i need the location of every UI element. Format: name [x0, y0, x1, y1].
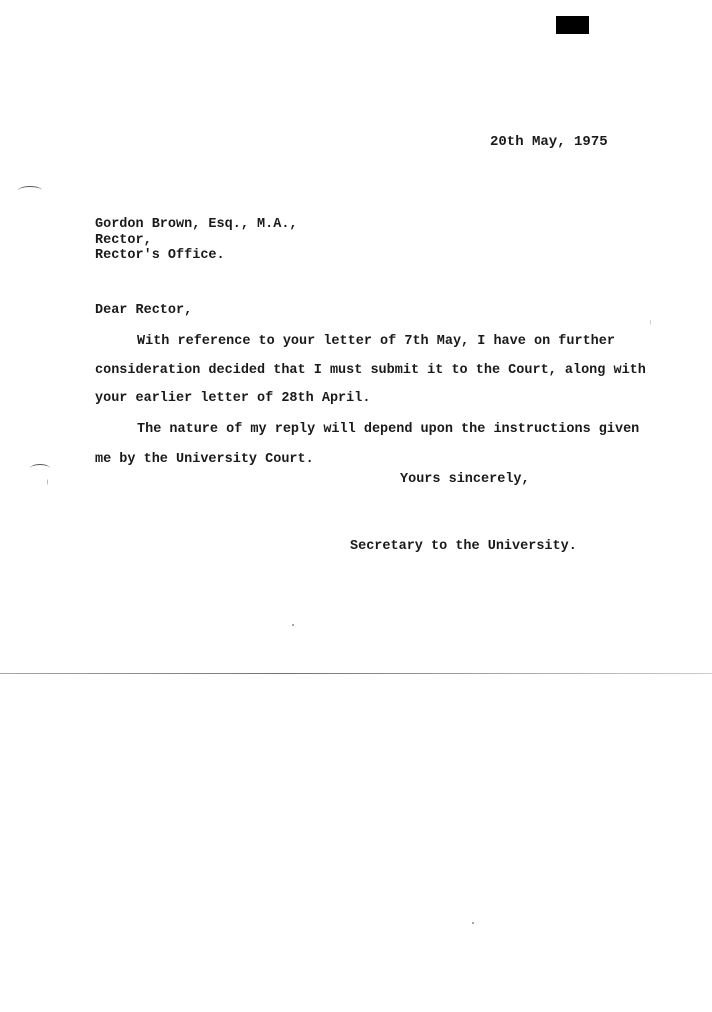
recipient-office: Rector's Office.	[95, 248, 225, 263]
recipient-title: Rector,	[95, 233, 152, 248]
body-line: The nature of my reply will depend upon the instructions given	[137, 422, 640, 437]
fold-line	[0, 673, 712, 674]
closing: Yours sincerely,	[400, 472, 530, 487]
salutation: Dear Rector,	[95, 303, 193, 318]
redaction-block	[556, 16, 589, 34]
body-line: me by the University Court.	[95, 452, 314, 467]
paper-speck	[472, 922, 474, 924]
punch-hole-mark	[30, 464, 50, 473]
recipient-name: Gordon Brown, Esq., M.A.,	[95, 217, 298, 232]
body-line: your earlier letter of 28th April.	[95, 391, 371, 406]
signature-line: Secretary to the University.	[350, 539, 577, 554]
body-line: With reference to your letter of 7th May, I have on further	[137, 334, 615, 349]
punch-hole-mark	[18, 186, 42, 195]
letter-date: 20th May, 1975	[490, 134, 608, 150]
body-line: consideration decided that I must submit it to the Court, along with	[95, 363, 646, 378]
paper-speck	[650, 320, 651, 325]
paper-speck	[47, 479, 48, 485]
paper-speck	[292, 624, 294, 626]
